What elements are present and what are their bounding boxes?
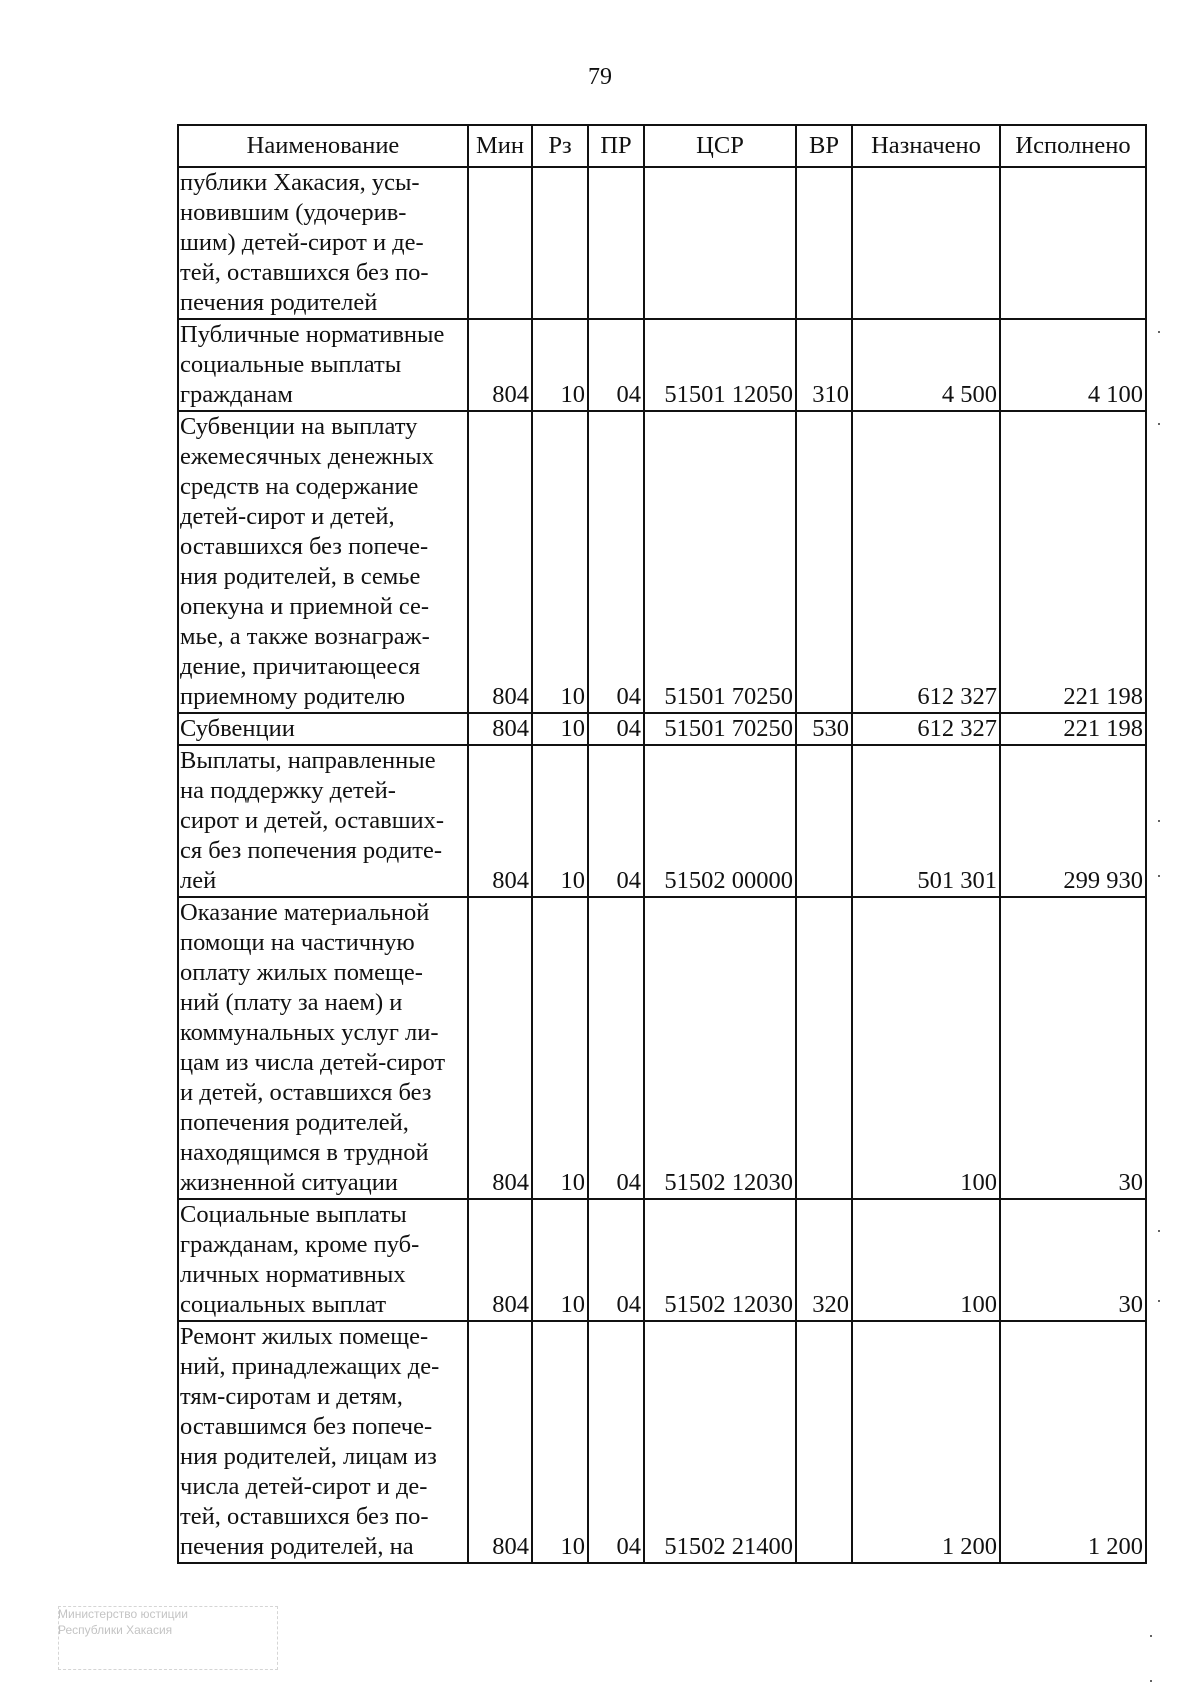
cell-pr: 04 [588, 1199, 644, 1321]
header-name: Наименование [178, 125, 468, 167]
cell-csr: 51501 70250 [644, 411, 796, 713]
cell-name [178, 745, 468, 897]
name-line: детей-сирот и детей, [180, 503, 395, 530]
cell-rz [532, 167, 588, 319]
table-row [178, 411, 1146, 713]
table-row [178, 167, 1146, 319]
scan-speck [1158, 820, 1160, 822]
name-line: находящимся в трудной [180, 1139, 429, 1166]
cell-rz: 10 [532, 713, 588, 745]
name-line: тям-сиротам и детям, [180, 1383, 403, 1410]
cell-vr [796, 167, 852, 319]
table-body [178, 167, 1146, 1563]
name-line: цам из числа детей-сирот [180, 1049, 446, 1076]
name-line: социальных выплат [180, 1291, 387, 1318]
header-pr: ПР [588, 125, 644, 167]
name-line: Ремонт жилых помеще- [180, 1323, 429, 1350]
cell-pr: 04 [588, 745, 644, 897]
name-line: сирот и детей, оставших- [180, 807, 445, 834]
cell-rz: 10 [532, 1321, 588, 1563]
cell-executed: 4 100 [1000, 319, 1146, 411]
name-line: публики Хакасия, усы- [180, 169, 420, 196]
cell-vr: 310 [796, 319, 852, 411]
name-line: новившим (удочерив- [180, 199, 407, 226]
cell-min: 804 [468, 411, 532, 713]
name-line: жизненной ситуации [180, 1169, 398, 1196]
scan-speck [1158, 1230, 1160, 1232]
cell-min: 804 [468, 713, 532, 745]
name-line: тей, оставшихся без по- [180, 259, 429, 286]
header-vr: ВР [796, 125, 852, 167]
scan-speck [1158, 331, 1160, 333]
name-line: ся без попечения родите- [180, 837, 443, 864]
header-executed: Исполнено [1000, 125, 1146, 167]
stamp-line: Республики Хакасия [58, 1623, 173, 1637]
cell-csr: 51502 12030 [644, 897, 796, 1199]
cell-executed: 30 [1000, 897, 1146, 1199]
name-line: Выплаты, направленные [180, 747, 436, 774]
name-line: оставшихся без попече- [180, 533, 429, 560]
name-line: Публичные нормативные [180, 321, 445, 348]
cell-rz: 10 [532, 1199, 588, 1321]
name-line: оставшимся без попече- [180, 1413, 433, 1440]
header-assigned: Назначено [852, 125, 1000, 167]
cell-assigned: 612 327 [852, 411, 1000, 713]
cell-assigned: 612 327 [852, 713, 1000, 745]
scan-speck [1150, 1635, 1152, 1637]
name-line: Социальные выплаты [180, 1201, 407, 1228]
name-line: на поддержку детей- [180, 777, 396, 804]
table-row [178, 1321, 1146, 1563]
cell-pr [588, 167, 644, 319]
name-line: тей, оставшихся без по- [180, 1503, 429, 1530]
cell-pr: 04 [588, 1321, 644, 1563]
name-line: приемному родителю [180, 683, 406, 710]
cell-vr [796, 411, 852, 713]
name-line: ежемесячных денежных [180, 443, 434, 470]
cell-rz: 10 [532, 411, 588, 713]
budget-table [177, 124, 1147, 1564]
cell-vr [796, 745, 852, 897]
header-csr: ЦСР [644, 125, 796, 167]
cell-csr: 51502 12030 [644, 1199, 796, 1321]
cell-vr: 530 [796, 713, 852, 745]
cell-assigned: 100 [852, 1199, 1000, 1321]
name-line: печения родителей, на [180, 1533, 414, 1560]
scan-speck [1150, 1680, 1152, 1682]
name-line: лей [180, 867, 217, 894]
cell-name [178, 713, 468, 745]
scan-speck [1158, 423, 1160, 425]
table-row [178, 319, 1146, 411]
cell-min [468, 167, 532, 319]
header-row [178, 125, 1146, 167]
name-line: гражданам [180, 381, 293, 408]
cell-pr: 04 [588, 713, 644, 745]
cell-vr: 320 [796, 1199, 852, 1321]
cell-vr [796, 897, 852, 1199]
name-line: мье, а также вознаграж- [180, 623, 430, 650]
table-row [178, 713, 1146, 745]
name-line: Оказание материальной [180, 899, 430, 926]
name-line: помощи на частичную [180, 929, 415, 956]
cell-name [178, 411, 468, 713]
name-line: ний (плату за наем) и [180, 989, 403, 1016]
name-line: ний, принадлежащих де- [180, 1353, 440, 1380]
registration-stamp [58, 1606, 278, 1670]
cell-name [178, 167, 468, 319]
cell-min: 804 [468, 745, 532, 897]
cell-pr: 04 [588, 319, 644, 411]
table-row [178, 897, 1146, 1199]
cell-assigned: 501 301 [852, 745, 1000, 897]
cell-assigned: 1 200 [852, 1321, 1000, 1563]
header-min: Мин [468, 125, 532, 167]
cell-name [178, 1321, 468, 1563]
cell-csr: 51501 70250 [644, 713, 796, 745]
name-line: Субвенции на выплату [180, 413, 418, 440]
cell-min: 804 [468, 897, 532, 1199]
stamp-line: Министерство юстиции [58, 1607, 188, 1621]
cell-pr: 04 [588, 897, 644, 1199]
name-line: числа детей-сирот и де- [180, 1473, 428, 1500]
cell-executed: 30 [1000, 1199, 1146, 1321]
cell-vr [796, 1321, 852, 1563]
cell-assigned: 100 [852, 897, 1000, 1199]
cell-executed: 1 200 [1000, 1321, 1146, 1563]
table-header [178, 125, 1146, 167]
cell-csr [644, 167, 796, 319]
name-line: печения родителей [180, 289, 378, 316]
scan-speck [1158, 1300, 1160, 1302]
cell-assigned: 4 500 [852, 319, 1000, 411]
cell-executed: 221 198 [1000, 713, 1146, 745]
cell-min: 804 [468, 1321, 532, 1563]
cell-pr: 04 [588, 411, 644, 713]
cell-name [178, 319, 468, 411]
cell-assigned [852, 167, 1000, 319]
name-line: ния родителей, в семье [180, 563, 421, 590]
name-line: гражданам, кроме пуб- [180, 1231, 420, 1258]
name-line: и детей, оставшихся без [180, 1079, 432, 1106]
cell-csr: 51501 12050 [644, 319, 796, 411]
cell-rz: 10 [532, 897, 588, 1199]
cell-min: 804 [468, 319, 532, 411]
name-line: попечения родителей, [180, 1109, 409, 1136]
name-line: оплату жилых помеще- [180, 959, 423, 986]
cell-csr: 51502 21400 [644, 1321, 796, 1563]
name-line: социальные выплаты [180, 351, 402, 378]
page-number: 79 [588, 64, 612, 90]
table-row [178, 745, 1146, 897]
scan-speck [1158, 875, 1160, 877]
name-line: шим) детей-сирот и де- [180, 229, 424, 256]
cell-executed: 221 198 [1000, 411, 1146, 713]
cell-rz: 10 [532, 319, 588, 411]
cell-executed [1000, 167, 1146, 319]
name-line: коммунальных услуг ли- [180, 1019, 439, 1046]
cell-name [178, 1199, 468, 1321]
table-row [178, 1199, 1146, 1321]
cell-executed: 299 930 [1000, 745, 1146, 897]
name-line: средств на содержание [180, 473, 419, 500]
cell-min: 804 [468, 1199, 532, 1321]
cell-rz: 10 [532, 745, 588, 897]
name-line: ния родителей, лицам из [180, 1443, 437, 1470]
cell-name [178, 897, 468, 1199]
name-line: дение, причитающееся [180, 653, 421, 680]
name-line: личных нормативных [180, 1261, 406, 1288]
stamp-border [58, 1606, 278, 1670]
name-line: опекуна и приемной се- [180, 593, 430, 620]
name-line: Субвенции [180, 715, 295, 742]
cell-csr: 51502 00000 [644, 745, 796, 897]
header-rz: Рз [532, 125, 588, 167]
